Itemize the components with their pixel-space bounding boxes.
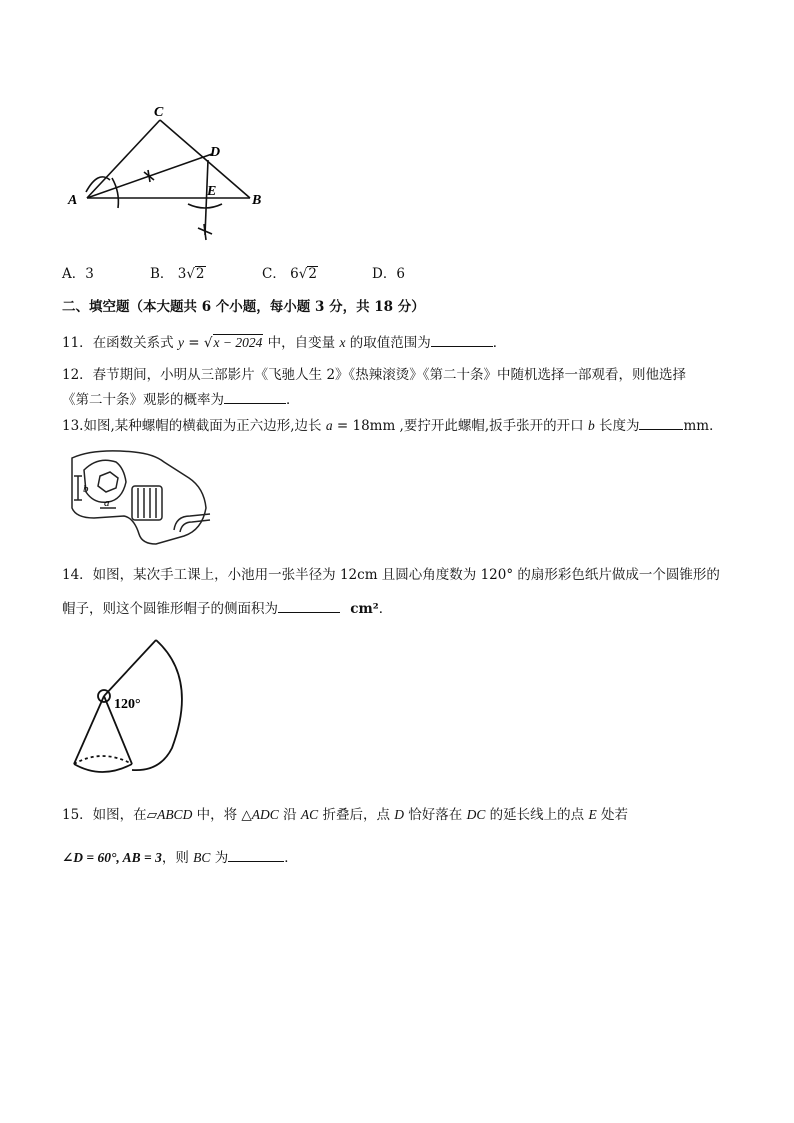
cone-sector-figure (66, 636, 196, 782)
answer-blank (431, 333, 493, 347)
question-14-line1: 14．如图，某次手工课上，小池用一张半径为 12cm 且圆心角度数为 120° 的扇形彩色纸片做成一个圆锥形的 (62, 567, 720, 583)
option-d: D．6 (372, 266, 405, 282)
option-c: C． 6√2 (262, 266, 317, 282)
label-c: C (154, 105, 164, 120)
option-b: B． 3√2 (150, 266, 205, 282)
question-15-line1: 15．如图，在▱ABCD 中，将 △ADC 沿 AC 折叠后，点 D 恰好落在 DC 的延长线上的点 E 处若 (62, 807, 629, 823)
wrench-label-a: a (104, 497, 110, 509)
wrench-label-b: b (83, 483, 89, 495)
question-11: 11．在函数关系式 y = √x − 2024 中，自变量 x 的取值范围为 ． (62, 335, 507, 351)
label-b: B (252, 193, 262, 208)
label-d: D (210, 145, 221, 160)
label-a: A (68, 193, 78, 208)
question-12-line1: 12．春节期间，小明从三部影片《飞驰人生 2》《热辣滚烫》《第二十条》中随机选择一部观看，则他选择 (62, 367, 687, 383)
question-15-line2: ∠D = 60°, AB = 3，则 BC 为 ． (62, 850, 298, 866)
answer-blank (228, 848, 284, 862)
question-13: 13.如图,某种螺帽的横截面为正六边形,边长 a = 18mm ,要拧开此螺帽,扳手张开的开口 b 长度为 mm． (62, 418, 723, 434)
wrench-figure (64, 448, 214, 548)
question-14-line2: 帽子，则这个圆锥形帽子的侧面积为 cm²． (62, 601, 393, 617)
question-12-line2: 《第二十条》观影的概率为 ． (62, 392, 300, 408)
answer-blank (639, 416, 683, 430)
option-a: A．3 (62, 266, 94, 282)
section-heading: 二、填空题（本大题共 6 个小题，每小题 3 分，共 18 分） (62, 299, 425, 315)
label-e: E (207, 184, 217, 199)
answer-blank (278, 599, 340, 613)
triangle-figure (60, 100, 280, 250)
answer-blank (224, 390, 286, 404)
angle-label: 120° (114, 697, 141, 712)
